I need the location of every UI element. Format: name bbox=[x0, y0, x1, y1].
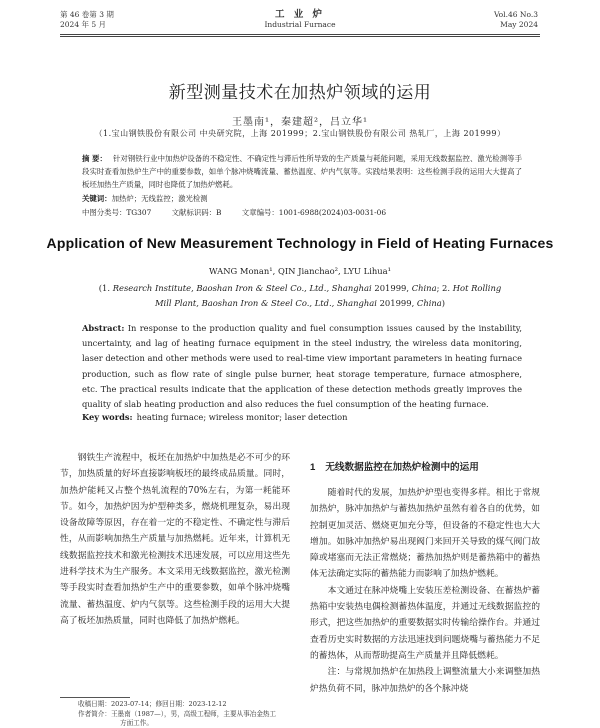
affil-en-zip-1: 201999, bbox=[371, 283, 412, 293]
abstract-en bbox=[82, 321, 522, 412]
affil-en-country-1: China bbox=[411, 283, 437, 293]
paper-title-cn: 新型测量技术在加热炉领域的运用 bbox=[168, 83, 432, 103]
footnote-received: 收稿日期：2023-07-14；修回日期：2023-12-12 bbox=[78, 700, 227, 708]
journal-name-cn: 工 业 炉 bbox=[274, 9, 326, 20]
keywords-en-label: Key words: bbox=[82, 412, 133, 422]
abstract-cn bbox=[82, 152, 522, 191]
section-1-paragraph-1: 随着时代的发展，加热炉炉型也变得多样。相比于常规加热炉，脉冲加热炉与蓄热加热炉虽然有着各自的优势，如控制更加灵活、燃烧更加充分等，但设备的不稳定性也大大增加。如脉冲加热炉易出现阀门来回开关导致的煤气阀门故障或堵塞而无法正常燃烧；蓄热加热炉则是蓄热箱中的蓄热体无法确定实际的蓄热能力而影响了加热炉燃耗。 bbox=[310, 488, 540, 580]
abstract-cn-text: 针对钢铁行业中加热炉设备的不稳定性、不确定性与滞后性所导致的生产质量与耗能问题，采用无线数据监控、激光检测等手段实时查看加热炉生产中的重要参数，如单个脉冲烧嘴流量、蓄热温度、炉内气氛等。实践结果表明：这些检测手段的运用大大提高了板坯加热生产质量，同时也降低了加热炉燃耗。 bbox=[82, 154, 522, 189]
volume-issue-cn: 第 46 卷第 3 期 bbox=[60, 10, 114, 19]
clc-number: 中图分类号：TG307 bbox=[82, 208, 152, 217]
footnote-rule bbox=[60, 697, 130, 698]
footnote-author-cont: 方面工作。 bbox=[120, 719, 153, 727]
section-1-title: 无线数据监控在加热炉检测中的运用 bbox=[325, 462, 479, 473]
affil-en-zip-2: 201999, bbox=[376, 298, 417, 308]
authors-cn: 王墨南¹，秦建超²，吕立华¹ bbox=[231, 117, 369, 128]
journal-volume-en bbox=[494, 10, 538, 30]
affiliation-cn: （1.宝山钢铁股份有限公司 中央研究院，上海 201999；2.宝山钢铁股份有限公司 热轧厂，上海 201999） bbox=[94, 129, 506, 138]
keywords-en-text: heating furnace; wireless monitor; laser detection bbox=[136, 412, 348, 422]
volume-issue-en: Vol.46 No.3 bbox=[493, 10, 538, 19]
abstract-cn-label: 摘 要： bbox=[82, 154, 107, 163]
section-1-paragraph-3: 注：与常规加热炉在加热段上调整流量大小来调整加热炉热负荷不同，脉冲加热炉的各个脉冲烧 bbox=[310, 667, 540, 694]
header-rule-top bbox=[60, 34, 540, 35]
affiliation-en bbox=[92, 281, 508, 311]
footnote-author: 作者简介：王墨南（1987—），男，高级工程师，主要从事冶金热工 bbox=[78, 710, 277, 718]
intro-paragraph: 钢铁生产流程中，板坯在加热炉中加热是必不可少的环节，加热质量的好坏直接影响板坯的最终成品质量。同时，加热炉能耗又占整个热轧流程的70%左右，为第一耗能环节。如今，加热炉因为炉型种类多，燃烧机理复杂，易出现设备故障等原因，存在着一定的不稳定性、不确定性与滞后性，从而影响加热生产质量与加热燃耗。近年来，计算机无线数据监控技术和激光检测技术迅速发展，可以应用这些先进科学技术为生产服务。本文采用无线数据监控，激光检测等手段实时查看加热炉生产中的重要参数，如单个脉冲烧嘴流量、蓄热温度、炉内气氛等。这些检测手段的运用大大提高了板坯加热质量，同时也降低了加热炉燃耗。 bbox=[60, 453, 290, 626]
affil-en-close: ) bbox=[441, 298, 446, 308]
authors-en: WANG Monan¹, QIN Jianchao², LYU Lihua¹ bbox=[208, 266, 392, 276]
date-en: May 2024 bbox=[500, 20, 538, 29]
journal-name-en: Industrial Furnace bbox=[264, 20, 336, 29]
section-1-body bbox=[310, 485, 540, 697]
affil-en-institute-1: Research Institute, Baoshan Iron & Steel Co., Ltd., Shanghai bbox=[112, 283, 372, 293]
keywords-cn-label: 关键词： bbox=[82, 194, 112, 203]
keywords-cn bbox=[82, 193, 208, 204]
date-cn: 2024 年 5 月 bbox=[60, 20, 107, 29]
affil-en-sep: ; 2. bbox=[436, 283, 453, 293]
article-number: 文章编号：1001-6988(2024)03-0031-06 bbox=[241, 208, 387, 217]
classification-line bbox=[82, 207, 404, 218]
abstract-en-text: In response to the production quality and fuel consumption issues caused by the instability, uncertainty, and lag of heating furnace equipment in the steel industry, the wireless data monitoring, laser detection and other methods were used to real-time view important parameters in heating furnace production, such as flow rate of single pulse burner, heat storage temperature, furnace atmosphere, etc. The practical results indicate that the application of these detection methods greatly improves the quality of slab heating production and also reduces the fuel consumption of the heating furnace. bbox=[82, 323, 522, 410]
keywords-en bbox=[82, 412, 348, 422]
keywords-cn-text: 加热炉；无线监控；激光检测 bbox=[111, 194, 208, 203]
abstract-en-label: Abstract: bbox=[82, 323, 125, 333]
affil-en-open: (1. bbox=[98, 283, 113, 293]
document-code: 文献标识码：B bbox=[171, 208, 222, 217]
header-rule-bottom bbox=[60, 36, 540, 37]
paper-title-en: Application of New Measurement Technology in Field of Heating Furnaces bbox=[46, 235, 554, 251]
affil-en-country-2: China bbox=[416, 298, 442, 308]
section-1-heading bbox=[310, 459, 479, 473]
affil-en-institute-2: Hot Rolling Mill Plant, Baoshan Iron & Steel Co., Ltd., Shanghai bbox=[154, 283, 502, 308]
section-1-paragraph-2: 本文通过在脉冲烧嘴上安装压差检测设备、在蓄热炉蓄热箱中安装热电偶检测蓄热体温度，并通过无线数据监控的形式，把这些加热炉的重要数据实时传输给操作台。并通过查看历史实时数据的方法迅速找到问题烧嘴与蓄热能力不足的蓄热体，从而帮助提高生产质量并且降低燃耗。 bbox=[310, 585, 540, 661]
section-1-number: 1 bbox=[310, 462, 316, 473]
